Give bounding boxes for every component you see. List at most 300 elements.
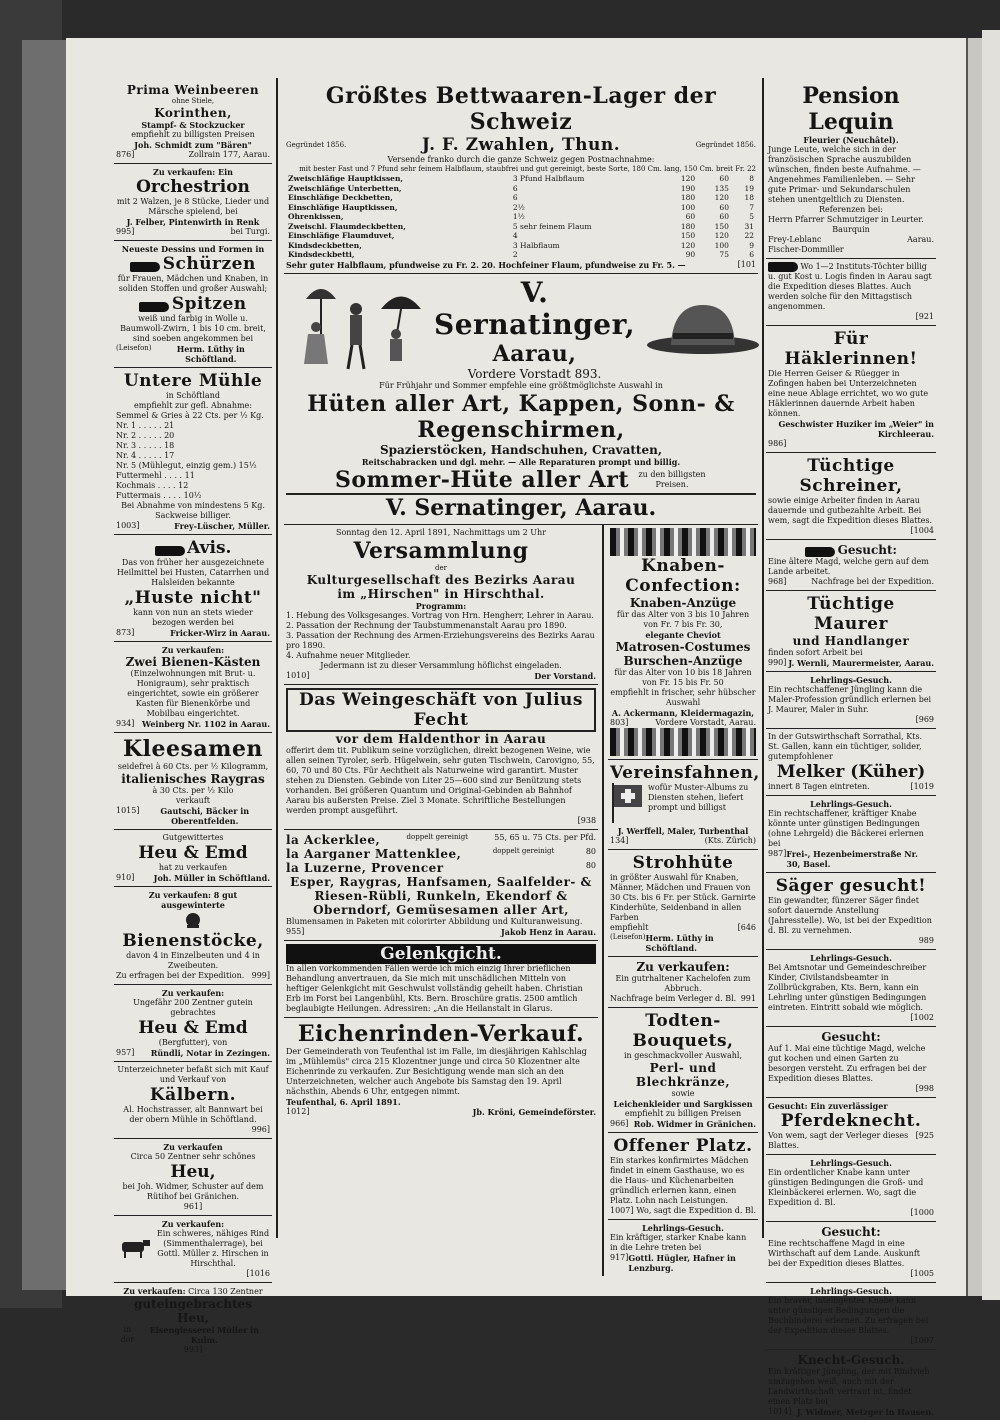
ad-number: 996] (251, 1125, 270, 1134)
ad-number: [969 (915, 715, 934, 724)
ad-knaben-confection (608, 525, 758, 760)
ad-title: Pension Lequin (802, 83, 900, 135)
price-table-row (286, 203, 756, 213)
product-price: 18 (744, 193, 754, 202)
ad-title: Heu, (170, 1162, 216, 1182)
ad-title: Lehrlings-Gesuch. (642, 1222, 724, 1233)
ad-text: innert 8 Tagen eintreten. (768, 782, 870, 791)
ad-lehrling-baecker (766, 796, 936, 873)
product-name: la Luzerne, Provencer (286, 860, 444, 875)
ad-subtitle: italienisches Raygras (121, 772, 265, 786)
product-filling: 5 sehr feinem Flaum (512, 221, 592, 231)
ad-note: Bei Abnahme von mindestens 5 Kg. Sackweise billiger. (121, 501, 265, 520)
price-table-row (286, 250, 756, 260)
ad-title: Heu & Emd (138, 1018, 248, 1038)
ad-title: Korinthen, (154, 106, 232, 120)
ad-number: 1014] (768, 1407, 792, 1416)
ad-bienen-kaesten (114, 642, 272, 733)
ad-title: Gesucht: (821, 1225, 881, 1239)
product-name: Kindsdeckbetten, (288, 240, 362, 250)
ad-text: Junge Leute, welche sich in der französischen Sprache auszubilden wünschen, finden beste Aufnahme. — Angenehmes Familienleben. — Sehr gute Primar- und Sekundarschulen stehen unentgeltlich zu Diensten. (768, 145, 921, 204)
price-table-row (286, 193, 756, 203)
ad-text: empfiehlt (610, 922, 649, 932)
product-length: 180 (680, 221, 696, 231)
ad-advertiser: Jakob Henz in Aarau. (500, 926, 597, 937)
ad-heading: Gutgewittertes (162, 833, 224, 842)
ad-text: sowie einige Arbeiter finden in Aarau dauernde und gutbezahlte Arbeit. Bei wem, sagt die Expedition dieses Blattes. (768, 496, 933, 525)
ad-text: Sehr guter Halbflaum, pfundweise zu Fr. 2. 20. Hochfeiner Flaum, pfundweise zu Fr. 5. — (286, 259, 686, 270)
ad-number: 1007] (610, 1205, 634, 1215)
ad-gelenkgicht (284, 941, 598, 1018)
product-filling: 6 (512, 183, 518, 193)
product-name: la Aarganer Mattenklee, (286, 846, 462, 861)
price-item: Nr. 1 . . . . . 21 (116, 421, 175, 430)
ad-location: (Kts. Zürich) (704, 835, 756, 845)
ad-advertiser: J. Werffell, Maler, Turbenthal (617, 825, 749, 836)
product-price: 9 (749, 240, 754, 250)
ad-number: 955] (286, 926, 305, 936)
ad-text: Zu erfragen bei der Expedition. (116, 971, 245, 980)
reference-item: Fischer-Dommiller (768, 245, 844, 254)
ad-kachelofen (608, 957, 758, 1008)
ad-number: 968] (768, 577, 787, 586)
price-item: Kochmais . . . . 12 (116, 481, 189, 490)
ad-number: [1005 (910, 1269, 934, 1278)
ad-advertiser: Fricker-Wirz in Aarau. (170, 628, 270, 638)
product-length: 60 (685, 212, 696, 221)
ad-founded: Gegründet 1856. (286, 140, 347, 149)
ad-text: Blumensamen in Paketen mit colorirter Abbildung und Kulturanweisung. (286, 916, 583, 926)
ad-title: Lehrlings-Gesuch. (810, 675, 892, 685)
ad-title: Gelenkgicht. (286, 944, 596, 964)
ad-text: Bei Amtsnotar und Gemeindeschreiber Kinder, Civilstandsbeamter in Zollbrückgraben, Kts. Bern, kann ein Lehrling unter günstigen Bedingungen eintreten. Eintritt sobald wie möglich. (768, 963, 927, 1012)
swiss-flag-icon (610, 783, 644, 826)
ad-number: 1012] (286, 1106, 310, 1116)
ad-text: Ein braver, intelligenter Knabe kann unter günstigen Bedingungen die Buchbinderei erlernen. Zu erfragen bei der Expedition dieses Blattes. (768, 1296, 929, 1335)
program-item: 1. Hebung des Volksgesanges. Vortrag von Hrn. Hengherr, Lehrer in Aarau. (286, 610, 594, 620)
pointing-hand-icon (155, 546, 185, 556)
ad-advertiser: Eisengiesserei Müller in Kulm. (149, 1325, 259, 1345)
ad-text: Die Herren Geiser & Rüegger in Zofingen haben bei Unterzeichneten eine neue Ablage errichtet, wo wo gute Häklerinnen dauernde Arbeit haben können. (768, 369, 929, 418)
ad-advertiser: J. Widmer, Metzger in Hausen. (796, 1407, 934, 1417)
ad-strohhuete (608, 850, 758, 957)
ad-title: Tüchtige Schreiner, (799, 456, 903, 496)
ad-title: Lehrlings-Gesuch. (810, 953, 892, 963)
ad-heading: Zu verkaufen: (161, 1219, 225, 1229)
ad-text: Ein rechtschaffener, kräftiger Knabe könnte unter günstigen Bedingungen (ohne Lehrgeld) die Bäckerei erlernen bei (768, 809, 924, 848)
ad-title: Avis. (187, 538, 232, 558)
price-table-row (286, 212, 756, 222)
ad-knecht-gesuch (766, 1350, 936, 1420)
ad-number: 910] (116, 873, 135, 882)
ad-text: sowie (671, 1088, 695, 1098)
ad-title: Für Häklerinnen! (784, 329, 918, 369)
ad-heading: Zu verkaufen: (161, 645, 225, 655)
ad-number: [925 (915, 1131, 934, 1140)
ad-weinbeeren (114, 80, 272, 164)
product-name: Einschläfige Hauptkissen, (288, 202, 398, 212)
ad-number: 1015] (116, 806, 140, 815)
ad-bettwaaren (284, 80, 758, 274)
ad-title: Hüten aller Art, Kappen, Sonn- & Regenschirmen, (307, 390, 735, 443)
ad-text: In der Gutswirthschaft Sorrathal, Kts. St. Gallen, kann ein tüchtiger, solider, gutempfohlener (768, 732, 923, 761)
ad-text: für Frauen, Mädchen und Knaben, in soliden Stoffen und großer Auswahl; (117, 274, 269, 293)
ad-offener-platz (608, 1133, 758, 1220)
product-name: la Ackerklee, (286, 832, 381, 847)
ad-number: 989 (918, 936, 934, 945)
ad-lehrling-maler (766, 672, 936, 729)
price-item: Nr. 2 . . . . . 20 (116, 431, 175, 440)
ad-text: elegante Cheviot (645, 629, 721, 640)
product-price: 7 (749, 202, 754, 212)
ad-text: Ein ordentlicher Knabe kann unter günstigen Bedingungen die Groß- und Kleinbäckerei erlernen. Wo, sagt die Expedition d. Bl. (768, 1168, 924, 1207)
ad-subtitle: ohne Stiele, (171, 97, 215, 105)
ad-title: Offener Platz. (613, 1135, 753, 1156)
ad-schuerzen (114, 241, 272, 368)
product-name: Kindsdeckbetti, (288, 250, 355, 259)
ad-title: Bienenstöcke, (122, 931, 264, 951)
price-table (286, 174, 756, 260)
price-table-row (286, 241, 756, 251)
product-price: 80 (585, 860, 597, 870)
ad-number: 999] (251, 971, 270, 980)
ad-location: Aarau, (492, 340, 577, 367)
ad-heading: Unterzeichneter befaßt sich mit Kauf und Verkauf von (117, 1065, 269, 1084)
ad-number: 1003] (116, 521, 140, 530)
ad-subtitle: Spazierstöcken, Handschuhen, Cravatten, (380, 442, 662, 457)
ad-lehrlings-gesuch (608, 1220, 758, 1276)
price-item: Futtermais . . . . 10½ (116, 491, 202, 500)
ad-title: Vereinsfahnen, (610, 762, 760, 783)
ad-title: Kälbern. (149, 1085, 237, 1105)
ad-subtitle: Stampf- & Stockzucker (141, 120, 245, 130)
column-rule (276, 78, 278, 1238)
ad-number: 917] (610, 1252, 629, 1262)
ad-heading: Neueste Dessins und Formen in (121, 244, 265, 254)
ad-advertiser: Jb. Kröni, Gemeindeförster. (472, 1106, 597, 1117)
ad-text: Al. Hochstrasser, alt Bannwart bei der obern Mühle in Schöftland. (123, 1105, 263, 1124)
ad-subtitle: vor dem Haldenthor in Aarau (335, 731, 547, 746)
reference-item: Aarau. (907, 235, 934, 244)
ad-advertiser: Weinberg Nr. 1102 in Aarau. (142, 719, 270, 729)
product-price: 19 (744, 183, 754, 193)
column-rule (762, 78, 764, 1238)
ad-title: Eichenrinden-Verkauf. (297, 1020, 585, 1047)
pointing-hand-icon (139, 302, 169, 312)
ad-subtitle: Matrosen-Costumes (615, 639, 751, 654)
price-table-row (286, 184, 756, 194)
ad-location: im „Hirschen" in Hirschthal. (337, 586, 545, 601)
ad-text: Eine ältere Magd, welche gern auf dem Lande arbeitet. (768, 557, 929, 576)
ad-title: Heu & Emd (138, 843, 248, 863)
ad-number: 986] (768, 439, 787, 448)
product-filling: 2 (512, 250, 518, 259)
ad-title: Knecht-Gesuch. (797, 1353, 905, 1367)
product-width: 60 (719, 174, 729, 183)
ad-title: Gesucht: (837, 543, 897, 557)
ad-number: 966] (610, 1118, 629, 1128)
ad-title: Orchestrion (136, 177, 250, 197)
ad-advertiser: Rob. Widmer in Gränichen. (633, 1118, 756, 1129)
product-list: Esper, Raygras, Hanfsamen, Saalfelder- & Riesen-Rübli, Runkeln, Ekendorf & Oberndorf, Gemüsesamen aller Art, (290, 874, 592, 917)
ad-advertiser: V. Sernatinger, (434, 275, 636, 341)
ad-text: für das Alter von 3 bis 10 Jahren von Fr. 7 bis Fr. 30, (616, 609, 750, 629)
ad-samen (284, 830, 598, 941)
ad-text: Versende franko durch die ganze Schweiz gegen Postnachnahme: (387, 155, 655, 164)
product-length: 100 (680, 202, 696, 212)
ad-heu-4 (114, 1283, 272, 1358)
ad-advertiser: J. Wernli, Maurermeister, Aarau. (788, 658, 934, 668)
product-width: 120 (714, 193, 729, 202)
ad-lehrling-notar (766, 950, 936, 1027)
product-width: 135 (714, 183, 729, 193)
ad-address: bei Turgi. (230, 227, 270, 236)
reference-item: Baurquin (832, 225, 870, 234)
ad-subtitle: und Handlanger (792, 634, 910, 648)
ad-title: Das Weingeschäft von Julius Fecht (286, 688, 596, 732)
product-name: Zweischl. Flaumdeckbetten, (288, 221, 406, 231)
ad-text: empfiehlt in frischer, sehr hübscher Auswahl (610, 687, 756, 707)
ad-haeklerinnen (766, 326, 936, 453)
ad-tag: (Leisefon) (116, 344, 152, 352)
ad-title: Größtes Bettwaaren-Lager der Schweiz (325, 83, 717, 135)
ad-text: für das Alter von 10 bis 18 Jahren von Fr. 15 bis Fr. 50 (614, 667, 752, 687)
ad-text: davon 4 in Einzelbeuten und 4 in Zweibeuten. (126, 951, 260, 970)
ad-subtitle: Burschen-Anzüge (623, 653, 743, 668)
ad-title: Kleesamen (123, 736, 263, 762)
product-length: 180 (680, 193, 696, 202)
ad-number: [646 (737, 922, 756, 932)
ad-advertiser: A. Ackermann, Kleidermagazin, (611, 707, 755, 718)
ad-text: Ungefähr 200 Zentner gutein gebrachtes (133, 998, 253, 1017)
ad-text: Ein schweres, nähiges Rind (Simmenthalerrage), bei Gottl. Müller z. Hirschen in Hirschthal. (156, 1229, 270, 1268)
ad-title: Lehrlings-Gesuch. (810, 1286, 892, 1296)
ad-gesucht-magd-2 (766, 1027, 936, 1098)
ad-address: Vordere Vorstadt 893. (467, 366, 602, 381)
ad-number: 993] (183, 1345, 203, 1354)
ad-text: empfiehlt zu billigsten Preisen (131, 130, 255, 139)
umbrella-figures-illustration (286, 279, 426, 378)
ad-sernatinger (284, 274, 758, 525)
product-filling: 3 Halbflaum (512, 240, 560, 250)
ad-number: 803] (610, 717, 629, 727)
ad-saeger (766, 873, 936, 950)
ad-founded: Gegründet 1856. (695, 140, 756, 149)
ad-number: 991 (740, 993, 756, 1003)
ad-note: Jedermann ist zu dieser Versammlung höflichst eingeladen. (320, 660, 562, 670)
ad-number: 876] (116, 150, 135, 159)
price-table-row (286, 174, 756, 184)
ad-heading: Programm: (415, 600, 467, 611)
product-price: 31 (744, 221, 754, 231)
ad-title: Spitzen (171, 294, 247, 314)
product-name: „Huste nicht" (124, 588, 262, 608)
ad-advertiser: Joh. Schmidt zum "Bären" (134, 140, 252, 150)
ad-text: der (435, 563, 447, 572)
ad-text: mit bester Fast und 7 Pfund sehr feinem Halbflaum, staubfrei und gut gereinigt, beste Sorte, 180 Cm. lang, 150 Cm. breit Fr. 22 (299, 165, 756, 173)
ad-title: Gesucht: (821, 1030, 881, 1044)
ad-avis (114, 535, 272, 642)
ad-text: Für Frühjahr und Sommer empfehle eine größtmöglichste Auswahl in (379, 380, 663, 390)
ad-advertiser: Der Vorstand. (534, 670, 597, 681)
decorative-border (610, 528, 756, 556)
ad-text: In allen vorkommenden Fällen werde ich mich einzig Ihrer brieflichen Behandlung anvertrauen, da Sie mich mit unschädlichen Mitteln von heftiger Gelenkgicht mit Geschwulst vollständig geheilt haben. Christian Erb im Forst bei Langenbühl, Kts. Bern. Broschüre gratis. 2500 amtlich beglaubigte Heilungen. Adressiren: „An die Heilanstalt in Glarus. (286, 963, 583, 1013)
pointing-hand-icon (130, 262, 160, 272)
ad-text: bei Joh. Widmer, Schuster auf dem Rütihof bei Gränichen. (122, 1182, 264, 1201)
ad-title: Untere Mühle (123, 371, 263, 391)
ad-kaelbern (114, 1062, 272, 1139)
ad-number: 957] (116, 1048, 135, 1057)
product-filling: 1½ (512, 212, 525, 221)
ad-title: Todten-Bouquets, (632, 1010, 734, 1051)
ad-heu-emd (114, 830, 272, 887)
ad-text: zu den billigsten Preisen. (638, 469, 706, 489)
product-note: doppelt gereinigt (492, 846, 555, 855)
price-item: Nr. 3 . . . . . 18 (116, 441, 175, 450)
ad-title: Prima Weinbeeren (126, 83, 260, 97)
ad-weingeschaeft (284, 685, 598, 830)
ad-vereinsfahnen (608, 760, 758, 850)
product-name: Zweischläfige Unterbetten, (288, 183, 402, 193)
ad-gesucht-magd-3 (766, 1222, 936, 1283)
ad-title: Schürzen (162, 254, 256, 274)
ad-heading: Referenzen bei: (819, 205, 883, 214)
next-page-edge (982, 30, 1000, 1300)
ad-text: finden sofort Arbeit bei (768, 648, 863, 657)
reference-item: Frey-Leblanc (768, 235, 822, 244)
ad-lehrling-baecker-2 (766, 1155, 936, 1222)
product-price: 5 (749, 212, 754, 221)
cow-icon (116, 1237, 152, 1262)
ad-date: Sonntag den 12. April 1891, Nachmittags um 2 Uhr (335, 527, 547, 537)
ad-maurer (766, 591, 936, 672)
middle-column (284, 80, 758, 1276)
ad-melker (766, 729, 936, 796)
product-price: 22 (744, 231, 754, 240)
ad-advertiser: J. F. Zwahlen, Thun. (421, 135, 621, 155)
product-width: 100 (714, 240, 729, 250)
ad-bienenstoecke (114, 887, 272, 985)
ad-title: Lehrlings-Gesuch. (810, 1158, 892, 1168)
ad-title: guteingebrachtes Heu, (133, 1297, 253, 1325)
ad-text: seidefrei à 60 Cts. per ½ Kilogramm, (117, 762, 269, 771)
ad-text: Auf 1. Mai eine tüchtige Magd, welche gut kochen und einen Garten zu besorgen versteht. Zu erfragen bei der Expedition dieses Blattes. (768, 1044, 927, 1083)
ad-text: Ein gutrhaltener Kachelofen zum Abbruch. (615, 973, 751, 993)
ad-advertiser: Ründli, Notar in Zezingen. (150, 1048, 270, 1058)
ad-pension-lequin (766, 80, 936, 259)
product-note: doppelt gereinigt (406, 832, 468, 841)
ad-text: empfiehlt zur gefl. Abnahme: (134, 401, 252, 410)
ad-eichenrinden (284, 1018, 598, 1120)
ad-schreiner (766, 453, 936, 540)
product-filling: 4 (512, 231, 518, 240)
hat-illustration (643, 297, 763, 360)
ad-title: Versammlung (353, 537, 529, 564)
ad-number: 1010] (286, 670, 310, 680)
ad-text: Ein starkes konfirmirtes Mädchen findet in einem Gasthause, wo es die Haus- und Küchenarbeiten gründlich erlernen kann, einen Platz. Lohn nach Leistungen. (610, 1155, 749, 1205)
beehive-icon (184, 910, 202, 931)
ad-title: Zwei Bienen-Kästen (125, 655, 261, 669)
price-table-row (286, 222, 756, 232)
product-width: 150 (714, 221, 729, 231)
ad-number: [1004 (910, 526, 934, 535)
ad-text: Ein kräftiger Jüngling, der mit Rindvieh umzugehen weiß, auch mit der Landwirthschaft vertraut ist, findet einen Platz bei (768, 1367, 930, 1406)
product-filling: 2½ (512, 202, 525, 212)
product-price: 55, 65 u. 75 Cts. per Pfd. (494, 832, 597, 842)
ad-number: 995] (116, 227, 135, 236)
ad-versammlung (284, 525, 598, 685)
ad-text: à 30 Cts. per ½ Kilo (152, 786, 234, 795)
ad-text: verkauft (175, 796, 211, 805)
product-name: Einschläfige Flaumduvet, (288, 231, 395, 240)
book-spine (22, 40, 70, 1290)
ad-location: in Schöftland (166, 391, 220, 400)
ad-title: Säger gesucht! (775, 876, 927, 896)
product-length: 190 (680, 183, 696, 193)
ad-number: [101 (737, 259, 756, 269)
ad-text: weiß und farbig in Wolle u. Baumwoll-Zwirn, 1 bis 10 cm. breit, sind soeben angekommen bei (120, 314, 266, 343)
ad-number: [1007 (910, 1336, 934, 1345)
ad-title: Sommer-Hüte aller Art (335, 466, 629, 493)
ad-advertiser: Joh. Müller in Schöftland. (153, 873, 270, 883)
ad-text: hat zu verkaufen (158, 863, 228, 872)
product-length: 120 (680, 240, 696, 250)
product-width: 60 (719, 212, 729, 221)
ad-note: Nachfrage beim Verleger d. Bl. (610, 993, 737, 1003)
ad-date: Teufenthal, 6. April 1891. (286, 1096, 401, 1107)
ad-title: Strohhüte (632, 852, 734, 873)
ad-advertiser: Herm. Lüthy in Schöftland. (176, 344, 245, 364)
ad-gesucht-magd (766, 540, 936, 591)
ad-orchestrion (114, 164, 272, 241)
ad-text: wofür Muster-Albums zu Diensten stehen, liefert prompt und billigst (648, 782, 749, 812)
ad-text: Von wem, sagt der Verleger dieses Blattes. (768, 1131, 909, 1150)
product-name: Einschläfige Deckbetten, (288, 193, 393, 202)
ad-heading: Gesucht: Ein zuverlässiger (768, 1101, 888, 1111)
ad-tag: (Leisefon) (610, 932, 646, 941)
ad-text: Circa 50 Zentner sehr schönes (130, 1152, 256, 1161)
ad-text: offerirt dem tit. Publikum seine vorzüglichen, direkt bezogenen Weine, wie allen seinen Tyroler, serb. Hügelwein, sehr guten Tischwein, Carovigno, 55, 60, 70 und 80 Cts. Für Aechtheit als Naturweine wird garantirt. Muster stehen zu Diensten. Gebinde von Liter 25—600 sind zur Benützung stets vorhanden. Bei größeren Quantum und Original-Gebinden ab Bahnhof Aarau bis außersten Preise. Ziel 3 Monate. Schriftliche Bestellungen werden prompt ausgeführt. (286, 745, 595, 815)
ad-number: [1002 (910, 1013, 934, 1022)
ad-heading: Zu verkaufen: 8 gut ausgewinterte (148, 890, 238, 910)
ad-heading: Zu verkaufen: Ein (153, 167, 233, 177)
ad-title: Lehrlings-Gesuch. (810, 799, 892, 809)
ad-title: Pferdeknecht. (780, 1111, 922, 1131)
ad-text: Wo 1—2 Instituts-Töchter billig u. gut Kost u. Logis finden in Aarau sagt die Expedition dieses Blattes. Auch werden solche für den Mittagstisch angenommen. (768, 262, 932, 311)
ad-text: Circa 130 Zentner (188, 1287, 263, 1296)
ad-title: Melker (Küher) (776, 762, 926, 782)
product-width: 120 (714, 231, 729, 240)
ad-rind (114, 1216, 272, 1283)
price-item: Nr. 4 . . . . . 17 (116, 451, 175, 460)
price-item: Futtermehl . . . . 11 (116, 471, 195, 480)
product-length: 120 (680, 174, 696, 183)
ad-location: Fleurier (Neuchâtel). (803, 135, 899, 145)
ad-subtitle: Reitschabracken und dgl. mehr. — Alle Reparaturen prompt und billig. (361, 456, 681, 467)
ad-text: in größter Auswahl für Knaben, Männer, Mädchen und Frauen von 30 Cts. bis 6 Fr. per Stück. Garnirte Kinderhüte, Seidenband in allen Farben (610, 872, 756, 922)
ad-advertiser: Herm. Lüthy in Schöftland. (645, 932, 714, 953)
ad-text: mit 2 Walzen, je 8 Stücke, Lieder und Märsche spielend, bei (116, 197, 270, 216)
ad-heading: Zu verkaufen: (123, 1286, 186, 1296)
ad-advertiser: Frei-, Hezenbeimerstraße Nr. 30, Basel. (786, 849, 918, 869)
ad-note: Nachfrage bei der Expedition. (811, 577, 934, 586)
ad-subtitle: Leichenkleider und Sargkissen (613, 1098, 753, 1109)
ad-number: 873] (116, 628, 135, 637)
ad-number: 990] (768, 658, 787, 667)
ad-title: Knaben-Confection: (625, 555, 741, 596)
ad-text: in geschmackvoller Auswahl, (624, 1050, 742, 1060)
pointing-hand-icon (768, 262, 798, 272)
